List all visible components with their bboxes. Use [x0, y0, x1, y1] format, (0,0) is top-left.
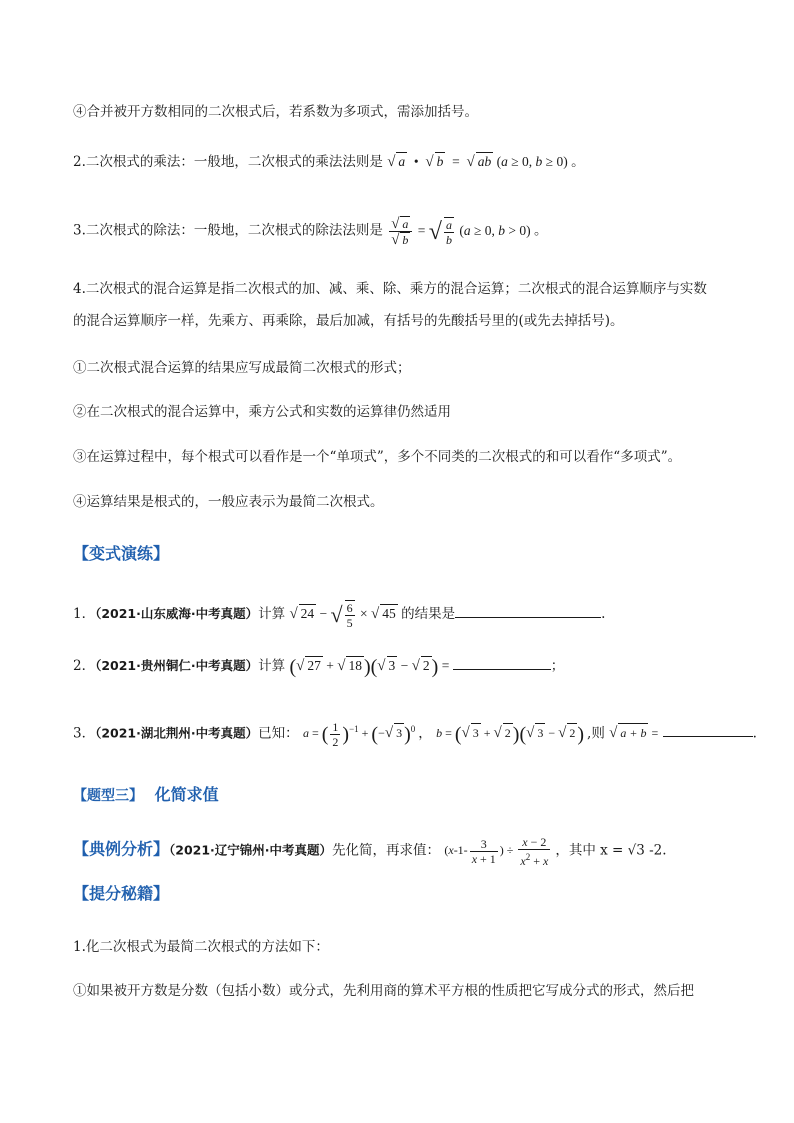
question-3	[73, 720, 757, 749]
tip-1: 1.化二次根式为最简二次根式的方法如下：	[73, 939, 329, 955]
example-analysis	[73, 835, 667, 868]
note-4: ④运算结果是根式的，一般应表示为最简二次根式。	[73, 494, 384, 510]
example-analysis-condition: ，其中 x = √3 -2.	[555, 842, 667, 859]
example-analysis-source: （2021·辽宁锦州·中考真题）	[169, 842, 333, 858]
note-2: ②在二次根式的混合运算中，乘方公式和实数的运算律仍然适用	[73, 404, 451, 420]
note-1: ①二次根式混合运算的结果应写成最简二次根式的形式；	[73, 360, 411, 376]
division-formula: $\frac{√ a}{√ b}$ = √ $\frac{a}{b}$ (a ≥ 0, b > 0)	[391, 216, 531, 248]
multiplication-rule	[73, 152, 585, 171]
question-1-prompt: 计算	[258, 606, 286, 623]
question-3-formula-b: b = (√ 3 + √ 2 )(√ 3 − √ 2 )	[436, 723, 585, 746]
division-rule-end: 。	[534, 222, 548, 239]
example-analysis-prompt: 先化简，再求值：	[332, 842, 441, 859]
division-rule-text: 3.二次根式的除法：一般地，二次根式的除法法则是	[73, 222, 383, 239]
multiplication-formula: √ a • √ b = √ ab (a ≥ 0, b ≥ 0)	[387, 154, 568, 170]
question-3-number: 3．	[73, 725, 96, 742]
example-analysis-label: 【典例分析】	[73, 839, 170, 859]
question-2-formula: (√ 27 + √ 18 )(√ 3 − √ 2 ) =	[289, 655, 453, 678]
question-3-formula-a: a = ( $\frac{1}{2}$ )$^{-1}$ + (−√ 3 )$^0$	[302, 720, 416, 749]
question-2-number: 2．	[73, 658, 96, 674]
question-3-prompt: 已知：	[258, 725, 299, 742]
example-analysis-formula: (x-1- $\frac{3}{x + 1}$ ) ÷ $\frac{x - 2}{x^2 + x}$	[444, 835, 549, 868]
question-2-end: ；	[550, 658, 565, 674]
section-type-3-tag: 【题型三】	[73, 788, 143, 804]
tip-1-item-1: ①如果被开方数是分数（包括小数）或分式，先利用商的算术平方根的性质把它写成分式的形式，然后把	[73, 983, 694, 999]
answer-blank-2[interactable]	[453, 655, 551, 670]
question-1-end: .	[601, 606, 606, 623]
question-1-formula: √ 24 − √ $\frac{6}{5}$ × √ 45	[289, 601, 396, 630]
answer-blank-1[interactable]	[455, 603, 601, 618]
question-3-formula-c: √ a + b =	[609, 725, 659, 742]
question-1-source: （2021·山东威海·中考真题）	[95, 606, 259, 622]
question-3-separator: ，	[418, 725, 432, 742]
question-3-source: （2021·湖北荆州·中考真题）	[95, 725, 259, 741]
rule-item-4: ④合并被开方数相同的二次根式后，若系数为多项式，需添加括号。	[73, 104, 478, 120]
note-3: ③在运算过程中，每个根式可以看作是一个“单项式”，多个不同类的二次根式的和可以看作“多项式”。	[73, 449, 682, 465]
section-score-tips: 【提分秘籍】	[73, 884, 170, 903]
section-type-3-title: 化简求值	[154, 785, 219, 804]
section-type-3	[73, 782, 219, 805]
answer-blank-3[interactable]	[663, 722, 753, 737]
question-2	[73, 655, 564, 676]
question-3-then: ,则	[587, 725, 605, 742]
mixed-operations-para-2: 的混合运算顺序一样，先乘方、再乘除，最后加减，有括号的先酸括号里的(或先去掉括号)。	[73, 313, 624, 329]
question-2-prompt: 计算	[258, 658, 286, 674]
multiplication-rule-text: 2.二次根式的乘法：一般地，二次根式的乘法法则是	[73, 154, 383, 170]
question-1-suffix: 的结果是	[401, 606, 456, 623]
mixed-operations-para-1: 4.二次根式的混合运算是指二次根式的加、减、乘、除、乘方的混合运算；二次根式的混合运算顺序与实数	[73, 281, 707, 297]
division-rule	[73, 216, 548, 247]
question-3-end: .	[752, 725, 757, 742]
section-variant-practice: 【变式演练】	[73, 544, 170, 563]
multiplication-rule-end: 。	[571, 154, 585, 170]
question-1-number: 1．	[73, 606, 96, 623]
question-2-source: （2021·贵州铜仁·中考真题）	[95, 658, 259, 673]
question-1	[73, 600, 605, 630]
